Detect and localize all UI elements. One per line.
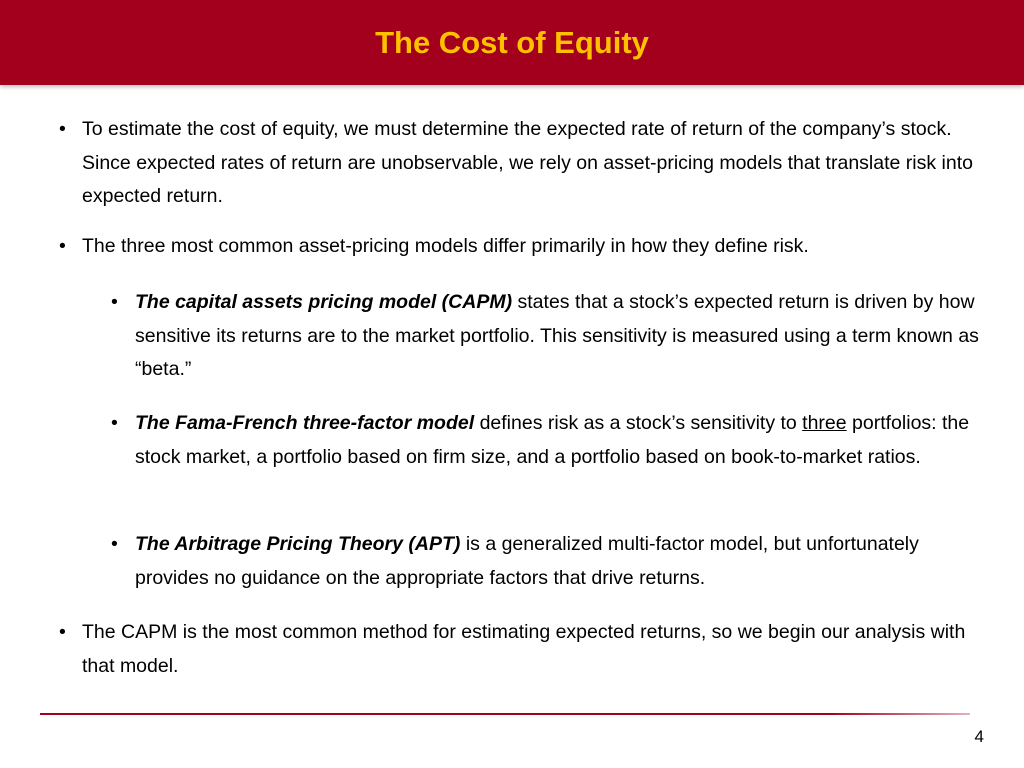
title-bar [0,0,1024,85]
bullet-text: The three most common asset-pricing models differ primarily in how they define risk. [82,235,809,257]
bullet-icon: • [111,533,118,555]
slide-title: The Cost of Equity [375,25,649,60]
bullet-text: The CAPM is the most common method for estimating expected returns, so we begin our analysis with that model. [82,621,966,677]
fama-french-description-end: portfolios: the stock market, a portfolio based on firm size, and a portfolio based on book-to-market ratios. [135,412,970,468]
bullet-icon: • [59,621,66,643]
bullet-icon: • [59,118,66,140]
bullet-text: To estimate the cost of equity, we must determine the expected rate of return of the company’s stock. Since expected rates of return are unobservable, we rely on asset-pricing models that translate risk into expected return. [82,118,973,207]
page-number: 4 [974,727,984,746]
sub-bullet-fama-french [111,407,985,474]
capm-description: states that a stock’s expected return is driven by how sensitive its returns are to the market portfolio. This sensitivity is measured using a term known as “beta.” [135,291,979,380]
bullet-icon: • [111,291,118,313]
apt-description: is a generalized multi-factor model, but unfortunately provides no guidance on the appropriate factors that drive returns. [135,533,919,589]
capm-term: The capital assets pricing model (CAPM) [135,291,513,313]
bullet-capm-common [59,616,982,683]
bullet-cost-of-equity [59,113,982,214]
bullet-three-models [59,230,982,264]
bullet-icon: • [59,235,66,257]
sub-bullet-capm [111,286,985,387]
sub-bullet-apt [111,528,985,595]
fama-french-term: The Fama-French three-factor model [135,412,475,434]
fama-french-description-start: defines risk as a stock’s sensitivity to [474,412,803,434]
footer-divider [40,713,970,715]
bullet-icon: • [111,412,118,434]
three-underlined: three [802,412,847,434]
apt-term: The Arbitrage Pricing Theory (APT) [135,533,461,555]
